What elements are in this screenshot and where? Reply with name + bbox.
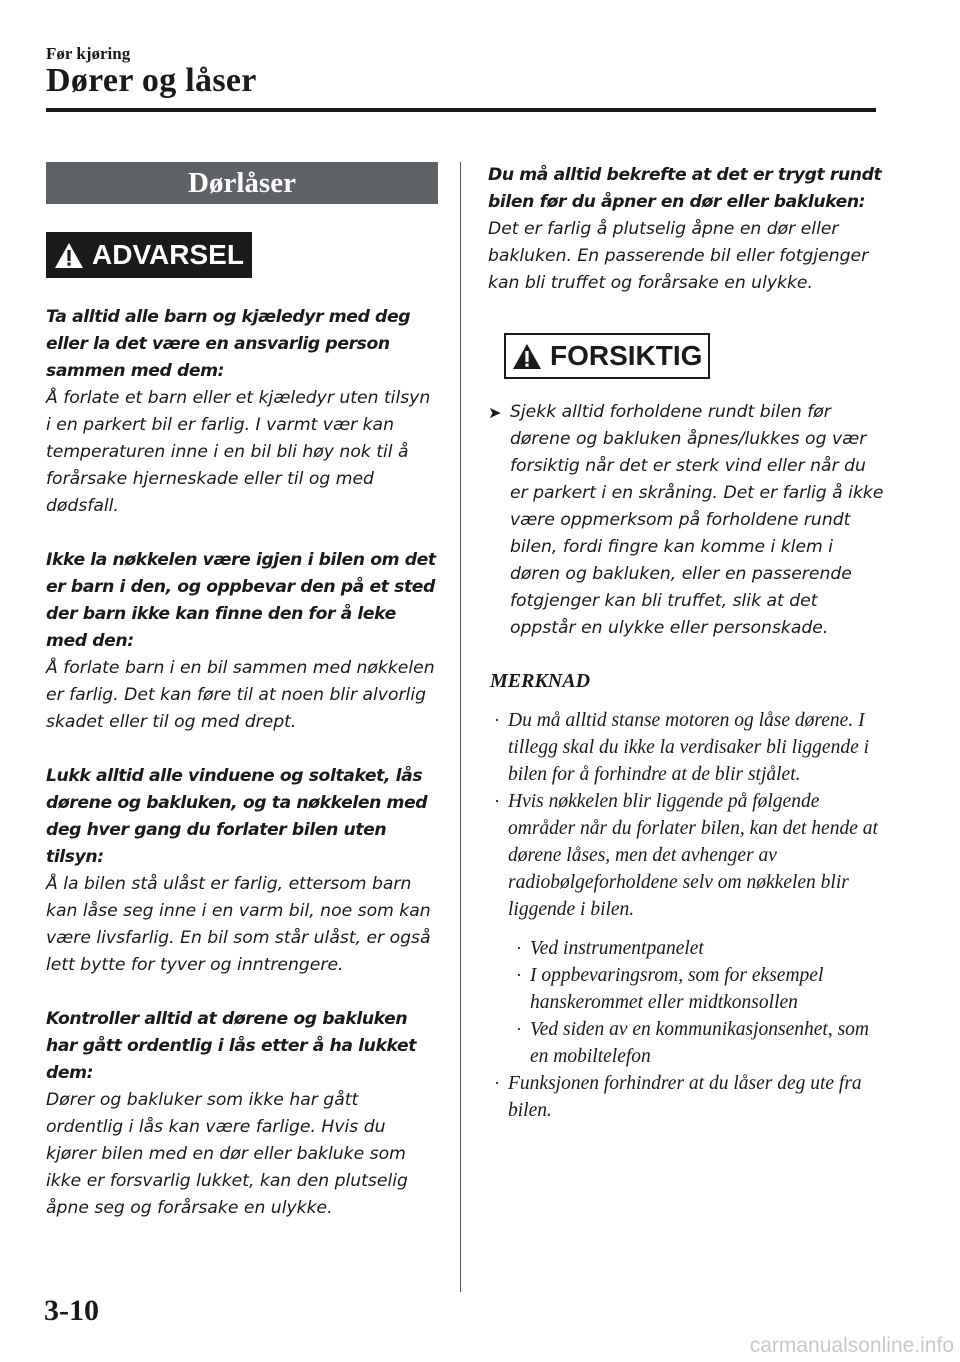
page-title: Dører og låser xyxy=(46,62,257,99)
bullet-dot-icon: · xyxy=(494,710,500,730)
page-number: 3-10 xyxy=(44,1294,99,1327)
warning-block xyxy=(46,763,438,979)
note-text: Du må alltid stanse motoren og låse dørene. I tillegg skal du ikke la verdisaker bli liggende i bilen for å forhindre at de blir stjålet. xyxy=(508,710,870,785)
warning-heading: Kontroller alltid at dørene og bakluken har gått ordentlig i lås etter å ha lukket dem: xyxy=(46,1009,417,1083)
note-item xyxy=(488,788,888,923)
subnote-item xyxy=(510,962,888,1016)
warning-label: ADVARSEL xyxy=(92,239,244,270)
note-text: Funksjonen forhindrer at du låser deg ute fra bilen. xyxy=(508,1073,862,1121)
warning-body: Å forlate et barn eller et kjæledyr uten tilsyn i en parkert bil er farlig. I varmt vær kan temperaturen inne i en bil bli høy nok til å forårsake hjerneskade eller til og med dødsfall. xyxy=(46,388,431,516)
note-text: Hvis nøkkelen blir liggende på følgende områder når du forlater bilen, kan det hende at dørene låses, men det avhenger av radiobølgeforholdene selv om nøkkelen blir liggende i bilen. xyxy=(508,791,878,920)
left-column xyxy=(46,162,438,1222)
subnote-text: I oppbevaringsrom, som for eksempel hanskerommet eller midtkonsollen xyxy=(530,965,824,1013)
note-title: MERKNAD xyxy=(490,670,591,692)
bullet-dot-icon: · xyxy=(516,1019,522,1039)
column-divider xyxy=(460,162,461,1292)
warning-block xyxy=(46,547,438,736)
header-rule xyxy=(46,108,876,112)
arrow-bullet-icon: ➤ xyxy=(488,403,502,422)
caution-triangle-icon xyxy=(512,343,542,370)
warning-body: Å forlate barn i en bil sammen med nøkkelen er farlig. Det kan føre til at noen blir alvorlig skadet eller til og med drept. xyxy=(46,658,435,732)
warning-block xyxy=(46,1006,438,1222)
warning-block xyxy=(488,162,888,297)
warning-heading: Lukk alltid alle vinduene og soltaket, lås dørene og bakluken, og ta nøkkelen med deg hver gang du forlater bilen uten tilsyn: xyxy=(46,766,428,867)
warning-body: Å la bilen stå ulåst er farlig, ettersom barn kan låse seg inne i en varm bil, noe som kan være livsfarlig. En bil som står ulåst, er også lett bytte for tyver og inntrengere. xyxy=(46,874,431,975)
warning-body: Det er farlig å plutselig åpne en dør eller bakluken. En passerende bil eller fotgjenger kan bli truffet og forårsake en ulykke. xyxy=(488,219,869,293)
warning-body: Dører og bakluker som ikke har gått ordentlig i lås kan være farlige. Hvis du kjører bilen med en dør eller bakluke som ikke er forsvarlig lukket, kan den plutselig åpne seg og forårsake en ulykke. xyxy=(46,1090,408,1218)
right-column xyxy=(488,162,888,1124)
section-banner: Dørlåser xyxy=(46,162,438,204)
subnote-item xyxy=(510,935,888,962)
bullet-dot-icon: · xyxy=(494,791,500,811)
warning-heading: Ikke la nøkkelen være igjen i bilen om det er barn i den, og oppbevar den på et sted der barn ikke kan finne den for å leke med den: xyxy=(46,550,436,651)
section-label: Før kjøring xyxy=(46,44,131,63)
caution-text: Sjekk alltid forholdene rundt bilen før dørene og bakluken åpnes/lukkes og vær forsiktig når det er sterk vind eller når du er parkert i en skråning. Det er farlig å ikke være oppmerksom på forholdene rundt bilen, fordi fingre kan komme i klem i døren og bakluken, eller en passerende fotgjenger kan bli truffet, slik at det oppstår en ulykke eller personskade. xyxy=(510,402,884,638)
caution-badge xyxy=(504,333,710,379)
warning-heading: Du må alltid bekrefte at det er trygt rundt bilen før du åpner en dør eller bakluken: xyxy=(488,165,882,212)
warning-block xyxy=(46,304,438,520)
watermark: carmanualsonline.info xyxy=(749,1334,954,1357)
bullet-dot-icon: · xyxy=(516,965,522,985)
note-item xyxy=(488,707,888,788)
warning-heading: Ta alltid alle barn og kjæledyr med deg eller la det være en ansvarlig person sammen med dem: xyxy=(46,307,411,381)
note-item xyxy=(488,1070,888,1124)
warning-triangle-icon xyxy=(54,242,84,269)
bullet-dot-icon: · xyxy=(516,938,522,958)
warning-badge xyxy=(46,232,252,278)
subnote-text: Ved instrumentpanelet xyxy=(530,938,704,959)
bullet-dot-icon: · xyxy=(494,1073,500,1093)
subnote-text: Ved siden av en kommunikasjonsenhet, som en mobiltelefon xyxy=(530,1019,870,1067)
caution-item xyxy=(488,399,888,642)
caution-label: FORSIKTIG xyxy=(550,340,703,371)
subnote-item xyxy=(510,1016,888,1070)
